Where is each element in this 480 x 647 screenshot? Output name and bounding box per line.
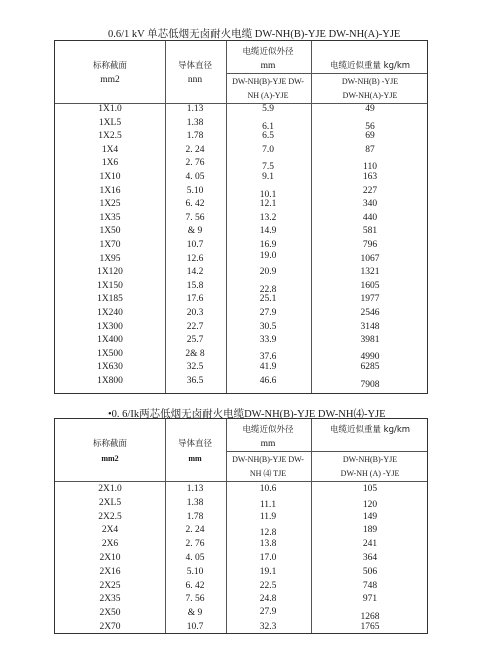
cell-weight: 1977 [360,294,380,305]
t2-header-diameter-unit: mm [188,454,202,463]
cell-weight: 1067 [360,253,380,264]
cell-section: 1X400 [97,335,123,346]
cell-section: 1X70 [99,240,121,250]
cell-diameter: & 9 [187,226,203,237]
cell-diameter: 6. 42 [185,580,205,591]
cell-diameter: 5.10 [186,185,204,196]
cell-diameter: 12.6 [186,253,204,264]
cell-section: 2X1.0 [98,484,122,494]
cell-outer-diameter: 5.9 [262,104,274,114]
t2-header-weight: 电缆近似重量 kg/km [329,425,411,435]
cell-diameter: 1.38 [186,117,204,128]
cell-diameter: 36.5 [186,376,204,386]
cell-section: 1X50 [99,226,121,237]
cell-diameter: 4. 05 [185,553,205,563]
cell-outer-diameter: 6.5 [262,131,274,142]
table1-title: 0.6/1 kV 单芯低烟无卤耐火电缆 DW-NH(B)-YJE DW-NH(A)-YJE [108,29,401,40]
cell-diameter: 22.7 [186,321,204,332]
t2-header-outer-diameter-unit: mm [260,439,276,449]
cell-section: 1X25 [99,199,121,210]
cell-diameter: 1.13 [186,484,204,494]
cell-section: 1X150 [97,280,123,291]
t1-header-model-b: NH (A)-YJE [247,91,289,100]
cell-diameter: 25.7 [186,335,204,346]
cell-outer-diameter: 12.1 [259,199,277,210]
cell-weight: 1765 [360,622,380,632]
table2-title: •0. 6/Ik两芯低烟无卤耐火电缆DW-NH(B)-YJE DW-NH⑷-YJE [108,409,386,420]
cell-section: 2XL5 [98,497,122,508]
cell-outer-diameter: 30.5 [259,321,277,332]
cell-outer-diameter: 16.9 [259,240,277,250]
cell-outer-diameter: 7.5 [262,162,274,173]
t2-header-section: 标称截面 [92,439,128,449]
cell-diameter: 10.7 [186,622,204,632]
cell-section: 1X35 [99,212,121,223]
cell-weight: 69 [365,131,375,142]
cell-section: 1X300 [97,321,123,332]
cell-weight: 971 [362,594,378,605]
cell-outer-diameter: 32.3 [259,622,277,632]
cell-section: 2X50 [99,608,121,619]
cell-weight: 1321 [360,267,380,278]
cell-outer-diameter: 9.1 [262,172,274,182]
cell-outer-diameter: 6.1 [262,121,274,132]
t1-header-model-a: DW-NH(B)-YJE DW- [232,77,304,86]
cell-weight: 7908 [360,380,380,390]
cell-diameter: 7. 56 [185,212,205,223]
cell-section: 1X240 [97,308,123,318]
cell-weight: 6285 [360,362,380,373]
cell-outer-diameter: 14.9 [259,226,277,237]
cell-outer-diameter: 13.8 [259,539,277,550]
cell-section: 1X120 [97,267,123,278]
cell-weight: 4990 [360,351,380,362]
cell-section: 2X2.5 [98,511,122,522]
cell-outer-diameter: 19.1 [259,566,277,577]
cell-diameter: 7. 56 [185,594,205,605]
cell-section: 1X2.5 [98,131,122,142]
t2-header-section-unit: mm2 [101,454,119,463]
cell-diameter: 17.6 [186,294,204,305]
cell-section: 1X500 [97,348,123,359]
cell-outer-diameter: 10.6 [259,484,277,494]
cell-diameter: 14.2 [186,267,204,278]
cell-diameter: 2. 24 [185,525,205,536]
cell-section: 2X70 [99,622,121,632]
cell-outer-diameter: 17.0 [259,553,277,563]
cell-weight: 3148 [360,321,380,332]
cell-weight: 1268 [360,612,380,623]
cell-outer-diameter: 27.9 [259,607,277,618]
cell-outer-diameter: 13.2 [259,212,277,223]
cell-weight: 581 [362,226,378,237]
cell-diameter: 2. 76 [185,539,205,550]
cell-diameter: 5.10 [186,566,204,577]
cell-diameter: 10.7 [186,240,204,250]
cell-weight: 340 [362,199,378,210]
cell-section: 1X1.0 [98,104,122,114]
cell-diameter: 2. 76 [185,158,205,169]
cell-weight: 56 [365,121,375,132]
t1-header-diameter: 导体直径 [177,61,213,71]
cell-weight: 440 [362,212,378,223]
cell-weight: 49 [365,104,375,114]
cell-diameter: 20.3 [186,308,204,318]
cell-outer-diameter: 11.9 [259,511,277,522]
cell-outer-diameter: 24.8 [259,594,277,605]
cell-weight: 2546 [360,308,380,318]
cell-section: 1X185 [97,294,123,305]
cell-weight: 364 [362,553,378,563]
cell-diameter: 6. 42 [185,199,205,210]
cell-section: 1X95 [99,253,121,264]
t1-header-diameter-unit: nnn [187,75,203,85]
table2 [54,418,428,634]
t2-header-outer-diameter: 电缆近似外径 [242,425,294,435]
cell-section: 2X35 [99,594,121,605]
cell-outer-diameter: 12.8 [259,528,277,539]
cell-outer-diameter: 27.9 [259,308,277,318]
t1-header-section-unit: mm2 [100,75,120,85]
table1 [54,40,428,394]
t1-header-weight-model-a: DW-NH(B) -YJE [341,77,399,86]
t2-header-model-a: DW-NH(B)-YJE DW- [232,455,304,464]
cell-section: 1XL5 [98,117,122,128]
cell-outer-diameter: 37.6 [259,351,277,362]
cell-outer-diameter: 46.6 [259,376,277,386]
cell-diameter: 1.13 [186,104,204,114]
cell-weight: 149 [362,511,378,522]
cell-weight: 227 [362,185,378,196]
t2-header-weight-model-b: DW-NH (A) -YJE [340,469,400,478]
cell-weight: 796 [362,240,378,250]
cell-outer-diameter: 19.0 [259,250,277,261]
cell-section: 1X4 [101,144,119,155]
cell-diameter: 4. 05 [185,172,205,182]
cell-diameter: 32.5 [186,362,204,373]
cell-diameter: 2. 24 [185,144,205,155]
cell-diameter: 1.38 [186,497,204,508]
cell-outer-diameter: 33.9 [259,335,277,346]
cell-section: 1X6 [101,158,119,169]
cell-weight: 3981 [360,335,380,346]
cell-outer-diameter: 7.0 [262,144,274,155]
cell-diameter: 1.78 [186,131,204,142]
cell-section: 1X800 [97,376,123,386]
cell-weight: 163 [362,172,378,182]
cell-weight: 506 [362,566,378,577]
cell-outer-diameter: 22.5 [259,580,277,591]
cell-diameter: & 9 [187,608,203,619]
t1-header-weight-model-b: DW-NH(A)-YJE [342,91,398,100]
cell-outer-diameter: 20.9 [259,267,277,278]
cell-outer-diameter: 22.8 [259,284,277,295]
cell-section: 2X10 [99,553,121,563]
t1-header-outer-diameter-unit: mm [260,61,276,71]
cell-section: 2X16 [99,566,121,577]
cell-weight: 1605 [360,280,380,291]
cell-outer-diameter: 41.9 [259,362,277,373]
cell-section: 1X10 [99,172,121,182]
cell-weight: 189 [362,525,378,536]
cell-diameter: 1.78 [186,511,204,522]
cell-section: 2X25 [99,580,121,591]
t2-header-model-b: NH ⑷ TJE [249,469,287,478]
t2-header-weight-model-a: DW-NH(B)-YJE [342,455,398,464]
cell-outer-diameter: 25.1 [259,294,277,305]
cell-weight: 120 [362,499,378,510]
cell-weight: 241 [362,539,378,550]
cell-section: 1X630 [97,362,123,373]
t1-header-section: 标称截面 [92,61,128,71]
cell-weight: 105 [362,484,378,494]
cell-outer-diameter: 11.1 [259,499,277,510]
cell-weight: 110 [363,162,377,173]
cell-diameter: 2& 8 [185,348,205,359]
cell-outer-diameter: 10.1 [259,189,277,200]
cell-section: 2X4 [101,525,119,536]
t2-header-diameter: 导体直径 [177,439,213,449]
cell-section: 2X6 [101,539,119,550]
t1-header-outer-diameter: 电缆近似外径 [242,47,294,57]
cell-weight: 87 [365,144,375,155]
cell-section: 1X16 [99,185,121,196]
cell-weight: 748 [362,580,378,591]
cell-diameter: 15.8 [186,280,204,291]
t1-header-weight: 电缆近似重量 kg/km [329,61,411,71]
